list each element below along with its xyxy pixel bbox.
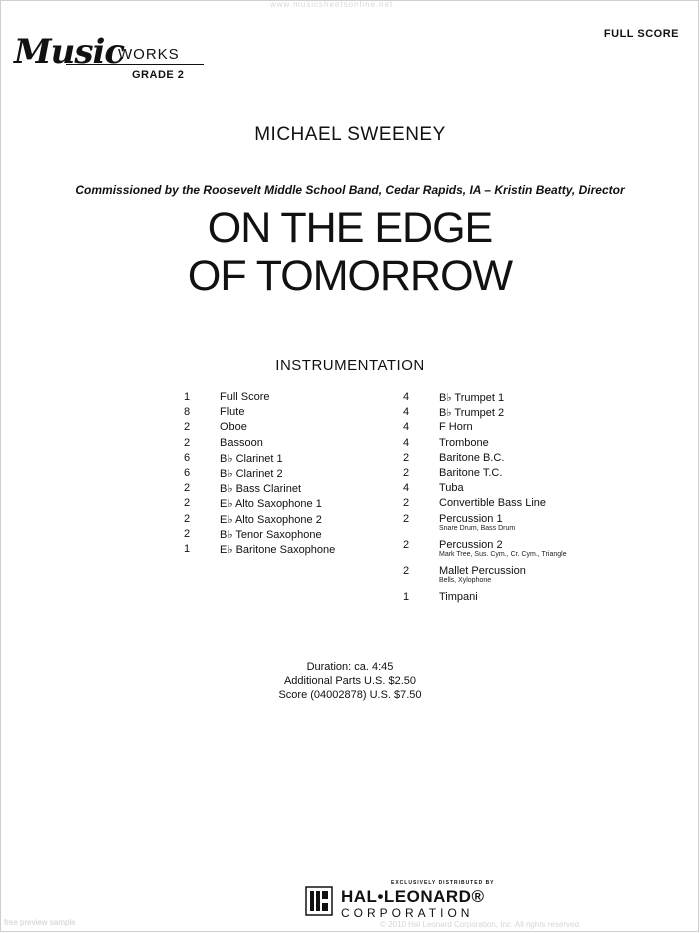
logo-works-text: WORKS — [118, 46, 180, 63]
hal-leonard-logo-icon — [305, 886, 333, 916]
grade-label: GRADE 2 — [132, 69, 185, 81]
distributed-by-label: EXCLUSIVELY DISTRIBUTED BY — [391, 880, 495, 886]
instrument-subnote: Mark Tree, Sus. Cym., Cr. Cym., Triangle — [439, 550, 567, 558]
duration-and-pricing — [0, 660, 700, 702]
instrument-name: Timpani — [439, 590, 478, 603]
instrument-qty: 1 — [183, 391, 191, 403]
instrument-qty: 2 — [183, 527, 191, 540]
instrument-name: Bassoon — [220, 436, 263, 449]
duration: Duration: ca. 4:45 — [306, 661, 394, 673]
instrument-qty: 6 — [183, 451, 191, 464]
instrument-subnote: Bells, Xylophone — [439, 576, 492, 584]
instrument-qty: 2 — [402, 497, 410, 510]
instrument-qty: 4 — [402, 406, 410, 419]
watermark-top: www.musicsheetsonline.net — [270, 0, 394, 9]
instrument-qty: 1 — [402, 590, 410, 603]
instrument-qty: 2 — [183, 421, 191, 434]
piece-title — [0, 204, 700, 300]
instrument-qty: 2 — [183, 497, 191, 510]
logo-music-text: Music — [14, 32, 125, 72]
instrument-name: Convertible Bass Line — [439, 497, 547, 510]
instrument-name: Tuba — [439, 482, 464, 495]
instrument-qty: 2 — [402, 564, 410, 577]
watermark-bottom-right: © 2010 Hal Leonard Corporation, Inc. All rights reserved. — [380, 920, 582, 929]
instrument-qty: 2 — [402, 466, 410, 479]
instrument-name: B♭ Trumpet 2 — [439, 407, 505, 420]
instrument-qty: 2 — [402, 451, 410, 464]
instrument-name: E♭ Baritone Saxophone — [220, 543, 336, 556]
instrument-qty: 4 — [402, 391, 410, 403]
additional-parts-price: Additional Parts U.S. $2.50 — [283, 675, 417, 687]
instrument-name: B♭ Clarinet 2 — [220, 467, 283, 480]
instrument-qty: 4 — [402, 482, 410, 495]
instrument-name: Full Score — [220, 391, 270, 403]
instrument-name: Oboe — [220, 421, 247, 434]
instrument-name: B♭ Trumpet 1 — [439, 392, 505, 404]
instrument-name: E♭ Alto Saxophone 2 — [220, 513, 322, 526]
instrument-qty: 2 — [183, 512, 191, 525]
logo-rule — [66, 64, 204, 65]
instrument-qty: 2 — [183, 482, 191, 495]
instrument-qty: 2 — [402, 538, 410, 551]
instrument-qty: 2 — [183, 436, 191, 449]
instrument-qty: 4 — [402, 421, 410, 434]
instrument-qty: 6 — [183, 466, 191, 479]
instrument-qty: 4 — [402, 436, 410, 449]
instrument-name: Trombone — [439, 436, 489, 449]
instrumentation-heading: INSTRUMENTATION — [275, 357, 425, 374]
instrument-qty: 2 — [402, 512, 410, 525]
title-line-2: OF TOMORROW — [187, 252, 513, 300]
instrument-name: B♭ Bass Clarinet — [220, 483, 301, 496]
instrument-name: Flute — [220, 406, 245, 419]
instrument-name: Baritone T.C. — [439, 466, 503, 479]
composer-name: MICHAEL SWEENEY — [254, 124, 446, 145]
score-price: Score (04002878) U.S. $7.50 — [278, 689, 422, 701]
instrument-subnote: Snare Drum, Bass Drum — [439, 524, 516, 532]
commission-note: Commissioned by the Roosevelt Middle School Band, Cedar Rapids, IA – Kristin Beatty, Director — [75, 183, 625, 197]
musicworks-logo — [14, 34, 199, 84]
instrument-name: Mallet Percussion — [439, 564, 526, 577]
title-line-1: ON THE EDGE — [207, 204, 493, 252]
instrument-name: Percussion 2 — [439, 538, 503, 551]
publisher-corporation: CORPORATION — [341, 906, 474, 920]
instrument-name: Percussion 1 — [439, 512, 503, 525]
publisher-name: HAL•LEONARD® — [341, 887, 485, 906]
full-score-label: FULL SCORE — [603, 28, 679, 40]
instrument-qty: 8 — [183, 406, 191, 419]
instrument-qty: 1 — [183, 542, 191, 555]
instrument-name: Baritone B.C. — [439, 451, 505, 464]
instrument-name: E♭ Alto Saxophone 1 — [220, 498, 322, 511]
watermark-bottom-left: free preview sample — [4, 918, 76, 927]
instrument-name: B♭ Clarinet 1 — [220, 452, 283, 465]
instrument-name: B♭ Tenor Saxophone — [220, 528, 322, 541]
instrument-name: F Horn — [439, 421, 473, 434]
